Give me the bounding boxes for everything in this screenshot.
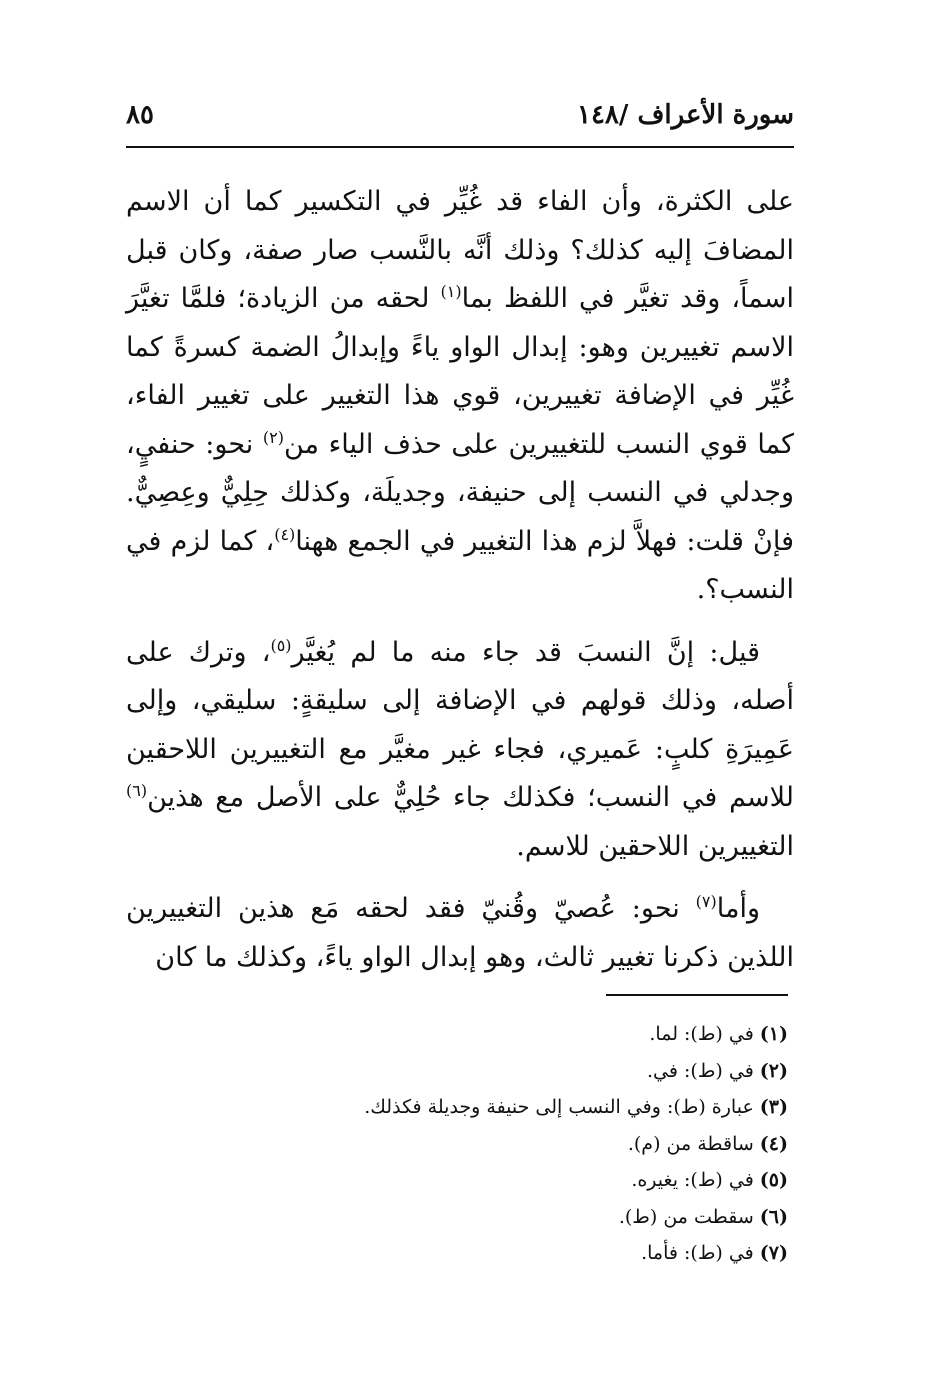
page-header — [126, 96, 794, 146]
paragraph — [126, 178, 794, 615]
paragraph-text: وأما — [716, 893, 760, 924]
footnote-number: (٧) — [759, 1242, 788, 1264]
footnote-text: في (ط): فأما. — [641, 1242, 754, 1264]
paragraph-text: ، وترك على أصله، وذلك قولهم في الإضافة إلى سليقةٍ: سليقي، وإلى عَمِيرَةِ كلبٍ: عَميري، فجاء غير مغيَّر مع التغييرين اللاحقين للاسم في النسب؛ فكذلك جاء حُلِيٌّ على الأصل مع هذين — [126, 636, 794, 813]
footnote — [126, 1126, 788, 1163]
header-rule — [126, 146, 794, 148]
footnote-text: في (ط): لما. — [649, 1023, 754, 1045]
footnotes-list — [126, 1016, 788, 1272]
main-text — [126, 178, 794, 996]
paragraph-text: على الكثرة، وأن الفاء قد غُيِّر في التكسير كما أن الاسم المضافَ إليه كذلك؟ وذلك أنَّه بالنَّسب صار صفة، وكان قبل اسماً، وقد تغيَّر في اللفظ بما — [126, 186, 794, 314]
footnote-marker: (٦) — [126, 781, 148, 800]
paragraph — [126, 629, 794, 872]
footnote-number: (١) — [759, 1023, 788, 1045]
footnote — [126, 1235, 788, 1272]
footnote — [126, 1162, 788, 1199]
footnote-text: ساقطة من (م). — [627, 1132, 754, 1155]
footnote-number: (٣) — [759, 1096, 788, 1118]
footnote — [126, 1053, 788, 1090]
paragraph-text: لحقه من الزيادة؛ فلمَّا تغيَّرَ الاسم تغييرين وهو: إبدال الواو ياءً وإبدالُ الضمة كسرةً كما غُيِّر في الإضافة تغييرين، قوي هذا التغيير على تغيير الفاء، كما قوي النسب للتغييرين على حذف الياء من — [126, 283, 795, 460]
paragraph-text: التغييرين اللاحقين للاسم. — [516, 830, 794, 862]
footnote-separator — [606, 994, 788, 996]
footnote — [126, 1016, 788, 1053]
footnote-text: سقطت من (ط). — [618, 1205, 754, 1228]
paragraph — [126, 885, 794, 982]
footnote — [126, 1199, 788, 1236]
footnote-number: (٤) — [759, 1132, 788, 1155]
footnote-number: (٦) — [759, 1205, 788, 1228]
footnote-text: في (ط): يغيره. — [631, 1169, 754, 1191]
footnote-number: (٥) — [759, 1169, 788, 1191]
paragraph-text: ، كما لزم في النسب؟. — [126, 525, 794, 605]
footnote-marker: (١) — [440, 282, 462, 301]
footnote-marker: (٢) — [262, 427, 284, 447]
page-number: ٨٥ — [126, 100, 154, 130]
paragraph-text: نحو: حنفيٍ، وجدلي في النسب إلى حنيفة، وجديلَة، وكذلك حِلِيٌّ وعِصِيٌّ. فإنْ قلت: فهلاَّ لزم هذا التغيير في الجمع ههنا — [126, 428, 794, 557]
running-title: سورة الأعراف /١٤٨ — [577, 100, 794, 130]
paragraph-text: قيل: إنَّ النسبَ قد جاء منه ما لم يُغيَّر — [291, 636, 761, 668]
footnote — [126, 1089, 788, 1126]
footnote-marker: (٤) — [274, 524, 296, 544]
footnote-number: (٢) — [759, 1059, 788, 1082]
paragraph-text: نحو: عُصيّ وقُنيّ فقد لحقه مَع هذين التغييرين اللذين ذكرنا تغيير ثالث، وهو إبدال الواو ياءً، وكذلك ما كان — [126, 893, 794, 973]
footnote-text: عبارة (ط): وفي النسب إلى حنيفة وجديلة فكذلك. — [364, 1096, 754, 1118]
footnote-marker: (٥) — [270, 635, 292, 655]
footnote-marker: (٧) — [695, 892, 717, 911]
footnote-text: في (ط): في. — [647, 1059, 754, 1082]
